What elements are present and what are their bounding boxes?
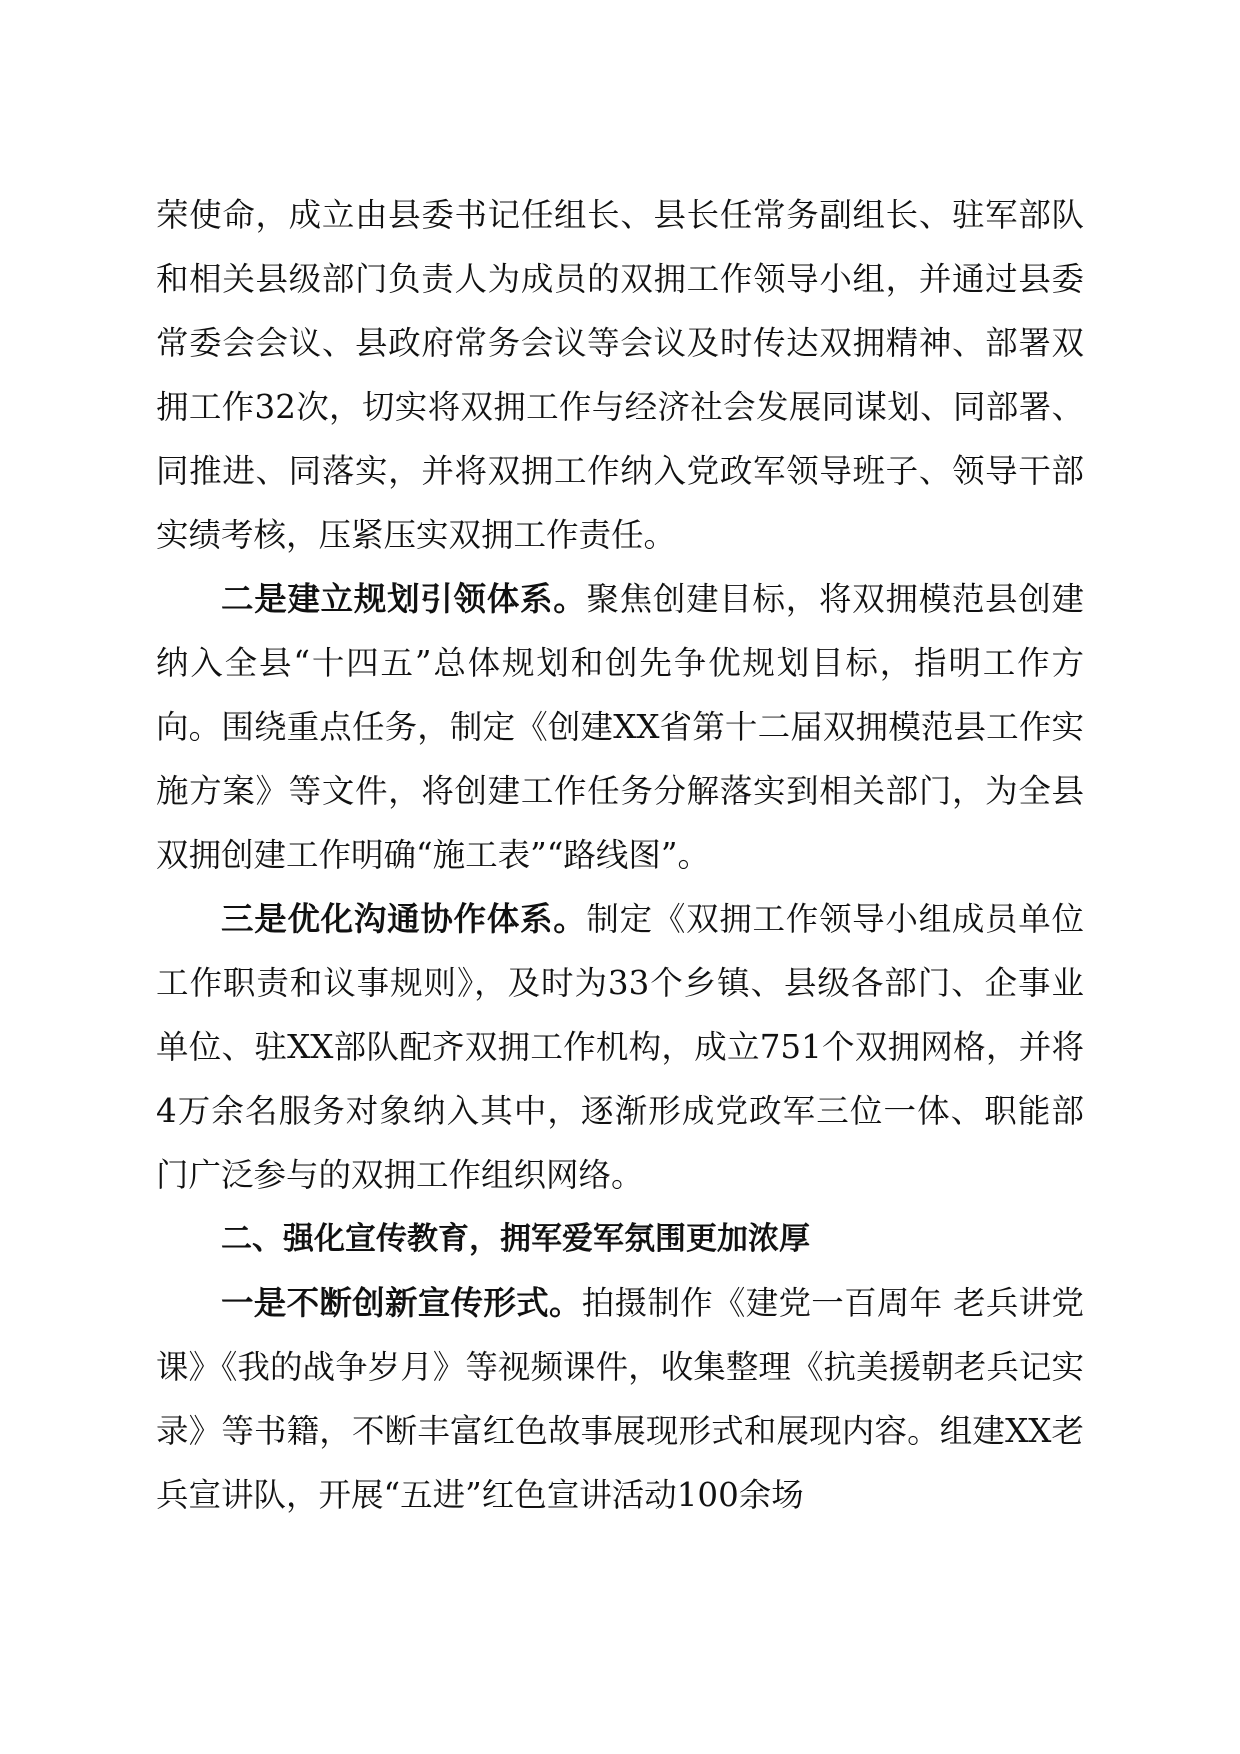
document-body — [156, 183, 1084, 1527]
paragraph-lead: 一是不断创新宣传形式。 — [221, 1283, 582, 1322]
paragraph-lead: 二是建立规划引领体系。 — [221, 579, 587, 618]
paragraph-text: 制定《双拥工作领导小组成员单位工作职责和议事规则》，及时为33个乡镇、县级各部门、企事业单位、驻XX部队配齐双拥工作机构，成立751个双拥网格，并将4万余名服务对象纳入其中，逐渐形成党政军三位一体、职能部门广泛参与的双拥工作组织网络。 — [156, 900, 1084, 1194]
section-heading: 二、强化宣传教育，拥军爱军氛围更加浓厚 — [221, 1221, 810, 1257]
paragraph-lead: 三是优化沟通协作体系。 — [221, 899, 587, 938]
paragraph-communication-system — [156, 887, 1084, 1207]
paragraph-text: 荣使命，成立由县委书记任组长、县长任常务副组长、驻军部队和相关县级部门负责人为成员的双拥工作领导小组，并通过县委常委会会议、县政府常务会议等会议及时传达双拥精神、部署双拥工作32次，切实将双拥工作与经济社会发展同谋划、同部署、同推进、同落实，并将双拥工作纳入党政军领导班子、领导干部实绩考核，压紧压实双拥工作责任。 — [156, 196, 1084, 554]
paragraph-text: 拍摄制作《建党一百周年 老兵讲党课》《我的战争岁月》等视频课件，收集整理《抗美援朝老兵记实录》等书籍，不断丰富红色故事展现形式和展现内容。组建XX老兵宣讲队，开展“五进”红色宣讲活动100余场 — [156, 1284, 1084, 1514]
paragraph-continued — [156, 183, 1084, 567]
paragraph-planning-system — [156, 567, 1084, 887]
paragraph-text: 聚焦创建目标，将双拥模范县创建纳入全县“十四五”总体规划和创先争优规划目标，指明工作方向。围绕重点任务，制定《创建XX省第十二届双拥模范县工作实施方案》等文件，将创建工作任务分解落实到相关部门，为全县双拥创建工作明确“施工表”“路线图”。 — [156, 580, 1084, 874]
paragraph-publicity-forms — [156, 1271, 1084, 1527]
